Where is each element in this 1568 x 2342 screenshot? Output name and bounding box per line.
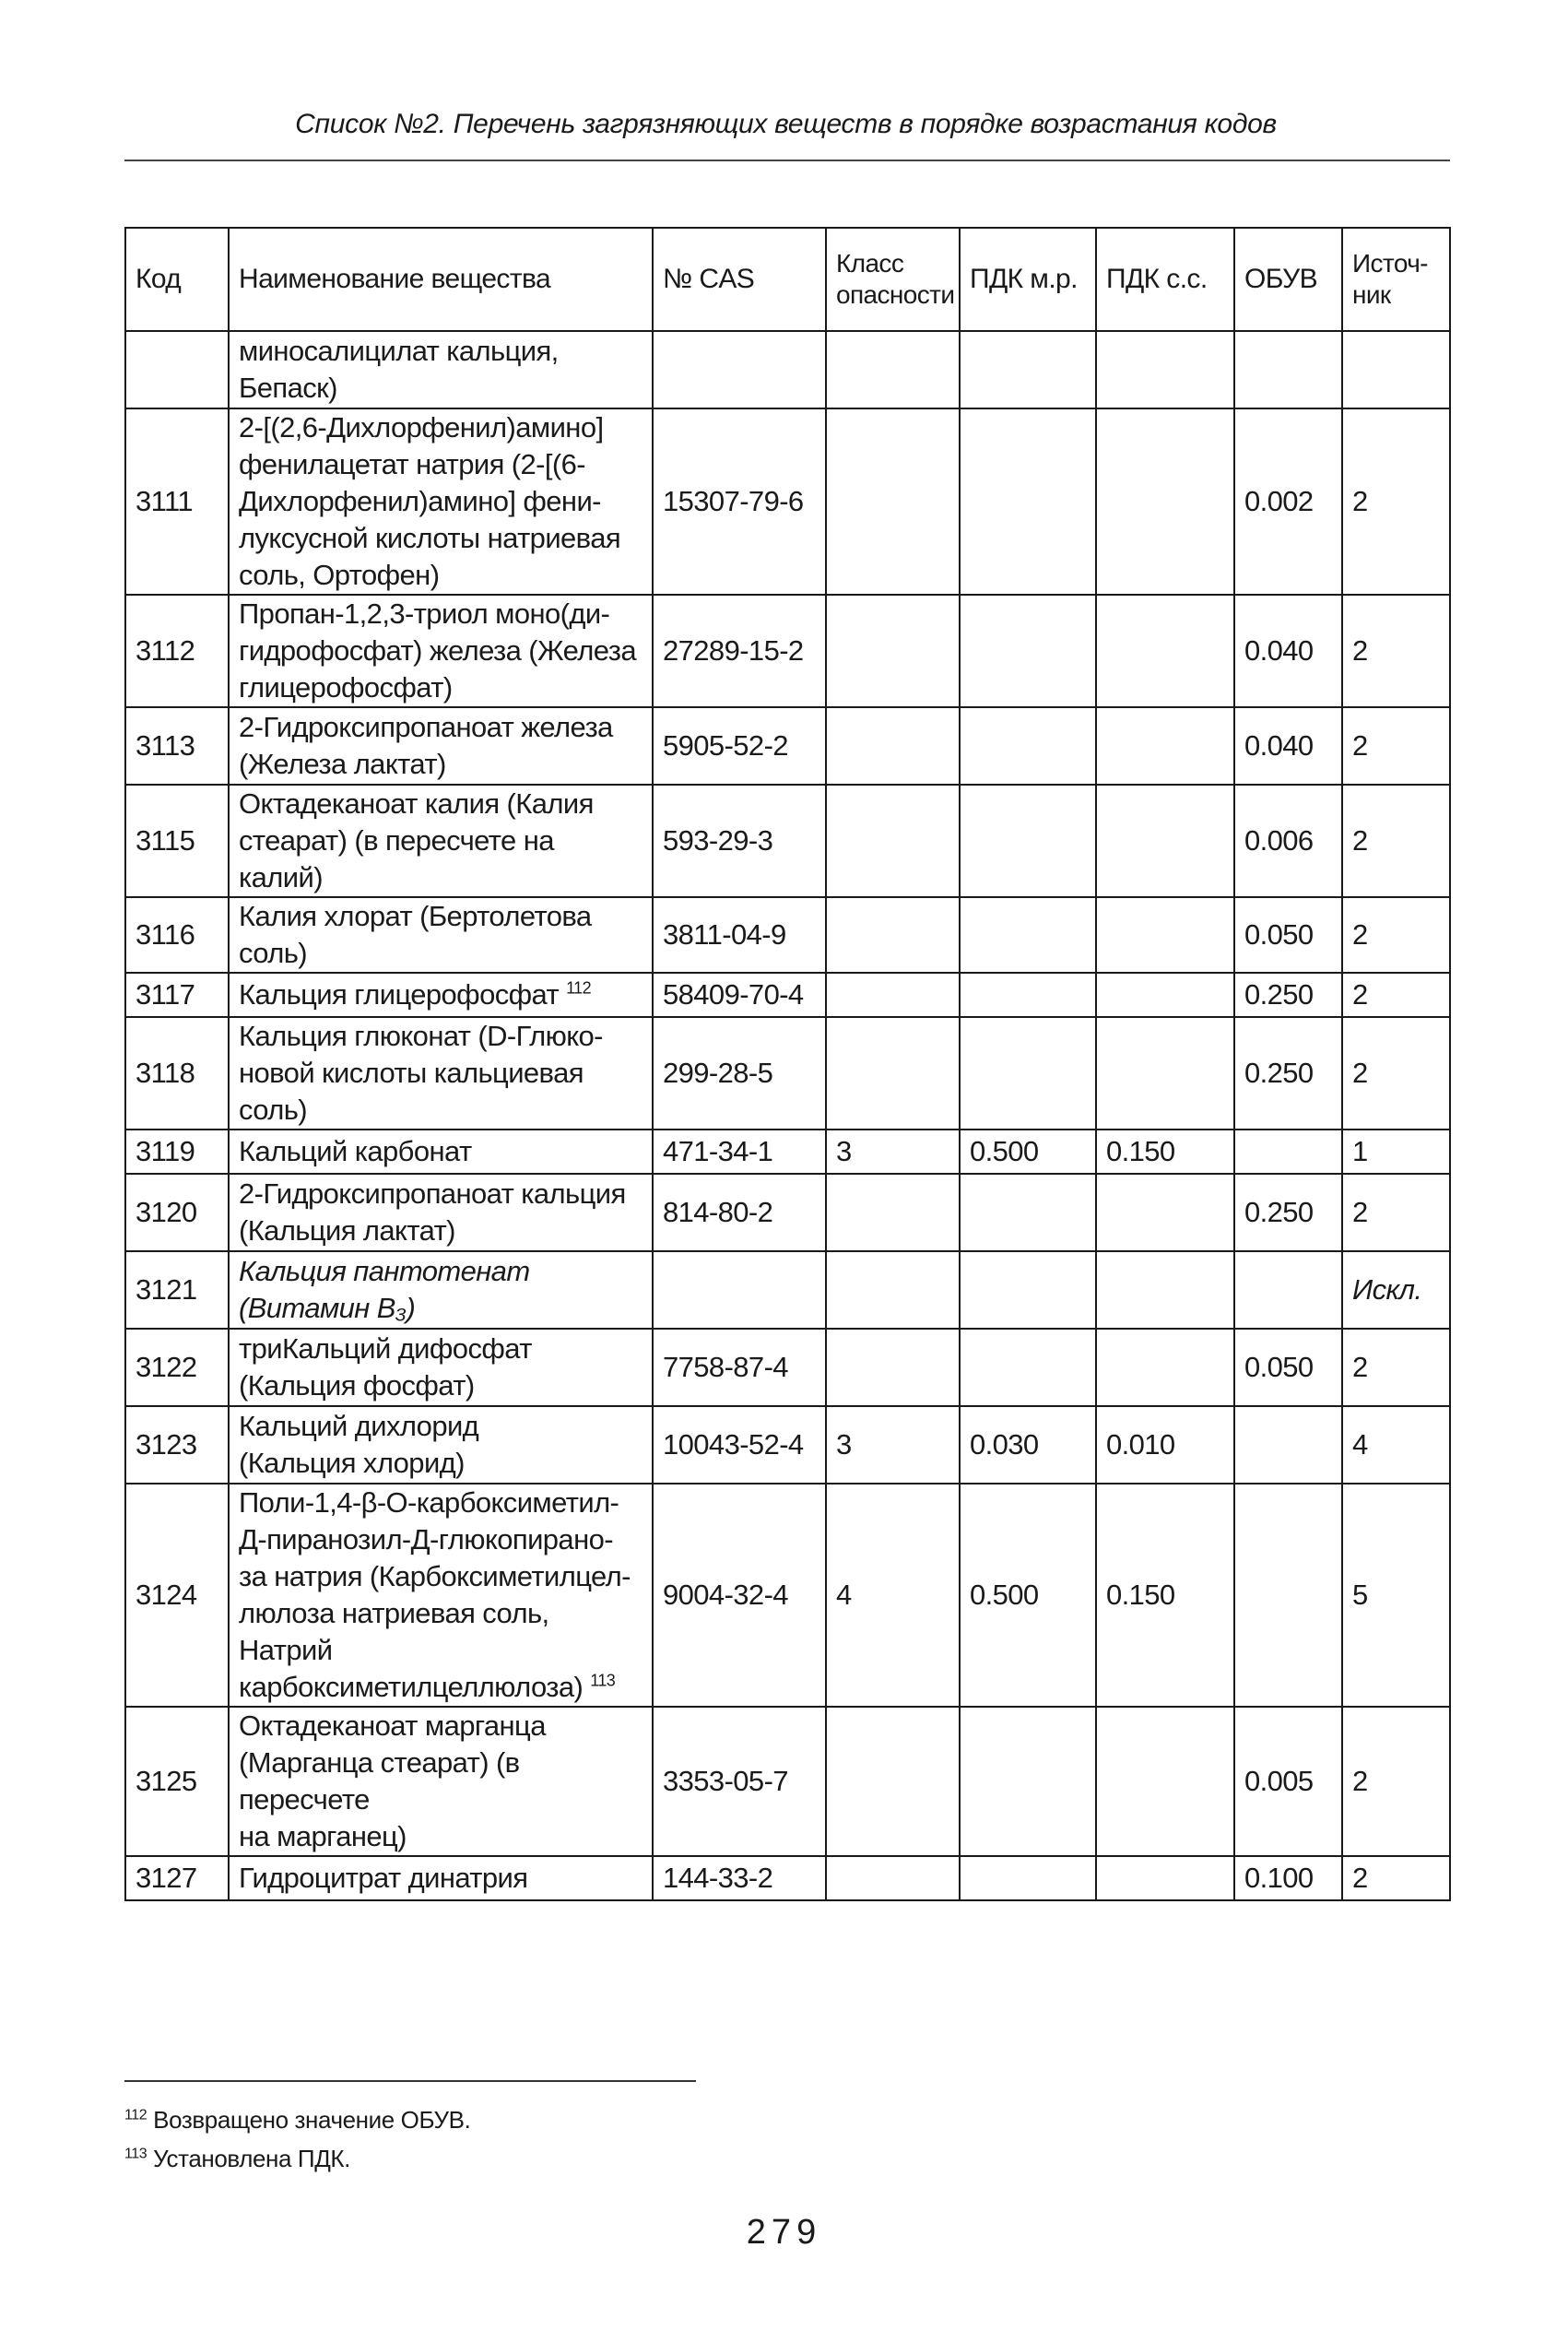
- cell-code: 3117: [125, 973, 229, 1017]
- table-row: [125, 1484, 1450, 1707]
- table-row: [125, 1406, 1450, 1484]
- name-line: (Витамин B₃): [239, 1292, 416, 1324]
- name-line: триКальций дифосфат: [239, 1332, 532, 1365]
- cell-code: 3112: [125, 595, 229, 707]
- footnote-text: Установлена ПДК.: [153, 2145, 350, 2172]
- cell-cas: [653, 331, 826, 408]
- name-line: 2-Гидроксипропаноат железа: [239, 711, 613, 743]
- cell-code: 3115: [125, 785, 229, 897]
- cell-hazard: [826, 1329, 960, 1406]
- cell-name: [229, 1856, 653, 1900]
- name-line: Кальция глицерофосфат: [239, 978, 560, 1011]
- cell-name: [229, 595, 653, 707]
- cell-pdk-ss: [1096, 595, 1234, 707]
- footnote-ref: 112: [566, 978, 592, 998]
- cell-pdk-ss: 0.010: [1096, 1406, 1234, 1484]
- cell-pdk-mr: [960, 1856, 1096, 1900]
- cell-cas: 471-34-1: [653, 1130, 826, 1174]
- cell-pdk-mr: [960, 1017, 1096, 1130]
- cell-cas: 814-80-2: [653, 1174, 826, 1251]
- cell-hazard: [826, 1174, 960, 1251]
- cell-pdk-mr: [960, 785, 1096, 897]
- footnote: [124, 2100, 470, 2139]
- cell-cas: 9004-32-4: [653, 1484, 826, 1707]
- cell-cas: 10043-52-4: [653, 1406, 826, 1484]
- cell-hazard: [826, 1251, 960, 1329]
- cell-obuv: [1234, 1406, 1342, 1484]
- name-line: (Кальция хлорид): [239, 1447, 465, 1479]
- cell-name: [229, 408, 653, 595]
- col-header-pdk-mr: ПДК м.р.: [960, 228, 1096, 331]
- table-row: [125, 1856, 1450, 1900]
- name-line: Д-пиранозил-Д-глюкопирано-: [239, 1523, 613, 1555]
- cell-pdk-ss: [1096, 331, 1234, 408]
- cell-pdk-mr: 0.030: [960, 1406, 1096, 1484]
- table-row: [125, 707, 1450, 785]
- name-line: 2-[(2,6-Дихлорфенил)амино]: [239, 411, 604, 444]
- cell-pdk-ss: 0.150: [1096, 1130, 1234, 1174]
- cell-hazard: [826, 1017, 960, 1130]
- cell-pdk-ss: [1096, 1856, 1234, 1900]
- header-rule: [124, 160, 1450, 161]
- cell-obuv: [1234, 331, 1342, 408]
- cell-pdk-ss: [1096, 785, 1234, 897]
- cell-name: [229, 1017, 653, 1130]
- name-line: Пропан-1,2,3-триол моно(ди-: [239, 597, 610, 630]
- cell-cas: 27289-15-2: [653, 595, 826, 707]
- cell-pdk-ss: [1096, 1707, 1234, 1856]
- cell-name: [229, 1174, 653, 1251]
- cell-obuv: 0.040: [1234, 595, 1342, 707]
- cell-pdk-mr: [960, 1329, 1096, 1406]
- table-header-row: [125, 228, 1450, 331]
- cell-pdk-mr: 0.500: [960, 1130, 1096, 1174]
- cell-source: 2: [1342, 897, 1450, 973]
- name-line: стеарат) (в пересчете на калий): [239, 824, 554, 893]
- table-row: [125, 1707, 1450, 1856]
- footnote-mark: 113: [124, 2146, 147, 2162]
- name-line: (Кальция фосфат): [239, 1369, 475, 1402]
- cell-pdk-ss: [1096, 1174, 1234, 1251]
- cell-cas: 58409-70-4: [653, 973, 826, 1017]
- col-header-source: [1342, 228, 1450, 331]
- cell-source: 2: [1342, 1707, 1450, 1856]
- name-line: Поли-1,4-β-О-карбоксиметил-: [239, 1486, 619, 1519]
- cell-obuv: 0.250: [1234, 1174, 1342, 1251]
- table-row: [125, 595, 1450, 707]
- table-row: [125, 785, 1450, 897]
- cell-code: 3118: [125, 1017, 229, 1130]
- name-line: луксусной кислоты натриевая: [239, 522, 621, 554]
- footnote-ref: 113: [590, 1671, 616, 1690]
- cell-code: 3111: [125, 408, 229, 595]
- cell-code: 3123: [125, 1406, 229, 1484]
- table-row: [125, 1130, 1450, 1174]
- cell-pdk-ss: [1096, 1017, 1234, 1130]
- cell-name: [229, 1329, 653, 1406]
- name-line: 2-Гидроксипропаноат кальция: [239, 1177, 626, 1210]
- cell-obuv: 0.050: [1234, 897, 1342, 973]
- cell-pdk-ss: [1096, 408, 1234, 595]
- cell-obuv: [1234, 1130, 1342, 1174]
- cell-pdk-mr: [960, 331, 1096, 408]
- table-row: [125, 1251, 1450, 1329]
- cell-name: [229, 973, 653, 1017]
- cell-code: 3127: [125, 1856, 229, 1900]
- col-header-cas: № CAS: [653, 228, 826, 331]
- cell-pdk-mr: 0.500: [960, 1484, 1096, 1707]
- cell-pdk-ss: [1096, 897, 1234, 973]
- footnotes: [124, 2100, 470, 2178]
- name-line: на марганец): [239, 1820, 407, 1852]
- cell-hazard: [826, 973, 960, 1017]
- cell-code: 3121: [125, 1251, 229, 1329]
- cell-code: [125, 331, 229, 408]
- cell-source: 2: [1342, 973, 1450, 1017]
- name-line: Гидроцитрат динатрия: [239, 1862, 528, 1894]
- cell-source: [1342, 331, 1450, 408]
- name-line: Кальций карбонат: [239, 1135, 472, 1167]
- cell-pdk-mr: [960, 408, 1096, 595]
- cell-cas: 299-28-5: [653, 1017, 826, 1130]
- name-line: миносалицилат кальция,: [239, 335, 559, 367]
- name-line: Калия хлорат (Бертолетова соль): [239, 900, 592, 969]
- table-row: [125, 408, 1450, 595]
- col-header-hazard: [826, 228, 960, 331]
- cell-pdk-mr: [960, 1707, 1096, 1856]
- cell-hazard: [826, 595, 960, 707]
- name-line: Бепаск): [239, 372, 337, 404]
- cell-cas: 7758-87-4: [653, 1329, 826, 1406]
- table-row: [125, 897, 1450, 973]
- cell-obuv: 0.100: [1234, 1856, 1342, 1900]
- name-line: (Марганца стеарат) (в пересчете: [239, 1746, 520, 1816]
- name-line: люлоза натриевая соль, Натрий: [239, 1597, 549, 1666]
- name-line: новой кислоты кальциевая соль): [239, 1057, 584, 1126]
- cell-pdk-ss: [1096, 1329, 1234, 1406]
- cell-hazard: 3: [826, 1406, 960, 1484]
- cell-pdk-ss: 0.150: [1096, 1484, 1234, 1707]
- cell-hazard: [826, 1856, 960, 1900]
- cell-cas: 15307-79-6: [653, 408, 826, 595]
- substances-table: [124, 227, 1451, 1901]
- cell-hazard: [826, 707, 960, 785]
- cell-obuv: 0.002: [1234, 408, 1342, 595]
- cell-cas: 3353-05-7: [653, 1707, 826, 1856]
- name-line: Кальция глюконат (D-Глюко-: [239, 1020, 603, 1052]
- name-line: (Кальция лактат): [239, 1214, 455, 1247]
- col-header-hazard-line1: Класс: [836, 249, 904, 278]
- cell-pdk-mr: [960, 595, 1096, 707]
- name-line: фенилацетат натрия (2-[(6-: [239, 448, 585, 480]
- cell-source: 2: [1342, 1017, 1450, 1130]
- table-row: [125, 1174, 1450, 1251]
- cell-name: [229, 1406, 653, 1484]
- cell-pdk-ss: [1096, 707, 1234, 785]
- col-header-hazard-line2: опасности: [836, 280, 955, 309]
- cell-name: [229, 707, 653, 785]
- footnote-text: Возвращено значение ОБУВ.: [153, 2106, 471, 2134]
- name-line: соль, Ортофен): [239, 559, 440, 591]
- cell-name: [229, 1484, 653, 1707]
- cell-source: 2: [1342, 1174, 1450, 1251]
- cell-name: [229, 785, 653, 897]
- cell-pdk-ss: [1096, 1251, 1234, 1329]
- cell-cas: 593-29-3: [653, 785, 826, 897]
- cell-code: 3125: [125, 1707, 229, 1856]
- cell-cas: [653, 1251, 826, 1329]
- cell-hazard: 3: [826, 1130, 960, 1174]
- cell-obuv: 0.250: [1234, 973, 1342, 1017]
- cell-hazard: [826, 897, 960, 973]
- cell-hazard: [826, 1707, 960, 1856]
- cell-source: Искл.: [1342, 1251, 1450, 1329]
- cell-code: 3122: [125, 1329, 229, 1406]
- cell-pdk-mr: [960, 707, 1096, 785]
- col-header-obuv: ОБУВ: [1234, 228, 1342, 331]
- name-line: за натрия (Карбоксиметилцел-: [239, 1560, 631, 1592]
- table-row: [125, 1017, 1450, 1130]
- cell-obuv: 0.040: [1234, 707, 1342, 785]
- cell-obuv: [1234, 1251, 1342, 1329]
- cell-pdk-mr: [960, 1251, 1096, 1329]
- cell-name: [229, 1707, 653, 1856]
- cell-pdk-ss: [1096, 973, 1234, 1017]
- cell-cas: 5905-52-2: [653, 707, 826, 785]
- name-line: карбоксиметилцеллюлоза): [239, 1671, 584, 1703]
- cell-name: [229, 1251, 653, 1329]
- name-line: Октадеканоат калия (Калия: [239, 787, 594, 820]
- running-head: Список №2. Перечень загрязняющих веществ в порядке возрастания кодов: [295, 109, 1277, 139]
- cell-pdk-mr: [960, 973, 1096, 1017]
- name-line: глицерофосфат): [239, 671, 453, 704]
- name-line: Дихлорфенил)амино] фени-: [239, 485, 601, 517]
- name-line: Кальций дихлорид: [239, 1410, 479, 1442]
- footnote-rule: [124, 2080, 696, 2082]
- cell-obuv: [1234, 1484, 1342, 1707]
- cell-obuv: 0.250: [1234, 1017, 1342, 1130]
- cell-name: [229, 897, 653, 973]
- cell-source: 2: [1342, 408, 1450, 595]
- page-number: 279: [746, 2213, 822, 2252]
- name-line: (Железа лактат): [239, 748, 446, 780]
- cell-source: 1: [1342, 1130, 1450, 1174]
- cell-code: 3124: [125, 1484, 229, 1707]
- cell-hazard: [826, 408, 960, 595]
- cell-code: 3116: [125, 897, 229, 973]
- cell-source: 2: [1342, 785, 1450, 897]
- cell-source: 2: [1342, 595, 1450, 707]
- name-line: гидрофосфат) железа (Железа: [239, 634, 636, 667]
- footnote-mark: 112: [124, 2107, 147, 2123]
- table-row: [125, 973, 1450, 1017]
- cell-obuv: 0.005: [1234, 1707, 1342, 1856]
- cell-name: [229, 331, 653, 408]
- cell-hazard: [826, 331, 960, 408]
- name-line: Октадеканоат марганца: [239, 1709, 546, 1742]
- cell-source: 2: [1342, 1856, 1450, 1900]
- cell-pdk-mr: [960, 897, 1096, 973]
- col-header-source-line2: ник: [1352, 280, 1391, 309]
- cell-source: 5: [1342, 1484, 1450, 1707]
- cell-source: 2: [1342, 707, 1450, 785]
- col-header-code: Код: [125, 228, 229, 331]
- cell-obuv: 0.050: [1234, 1329, 1342, 1406]
- cell-obuv: 0.006: [1234, 785, 1342, 897]
- col-header-pdk-ss: ПДК с.с.: [1096, 228, 1234, 331]
- col-header-source-line1: Источ-: [1352, 249, 1428, 278]
- cell-pdk-mr: [960, 1174, 1096, 1251]
- cell-cas: 3811-04-9: [653, 897, 826, 973]
- table-row: [125, 331, 1450, 408]
- cell-source: 2: [1342, 1329, 1450, 1406]
- cell-cas: 144-33-2: [653, 1856, 826, 1900]
- cell-source: 4: [1342, 1406, 1450, 1484]
- cell-hazard: 4: [826, 1484, 960, 1707]
- cell-code: 3120: [125, 1174, 229, 1251]
- col-header-name: Наименование вещества: [229, 228, 653, 331]
- cell-code: 3113: [125, 707, 229, 785]
- cell-code: 3119: [125, 1130, 229, 1174]
- footnote: [124, 2139, 470, 2178]
- name-line: Кальция пантотенат: [239, 1255, 530, 1287]
- table-body: [125, 331, 1450, 1900]
- table-row: [125, 1329, 1450, 1406]
- cell-name: [229, 1130, 653, 1174]
- cell-hazard: [826, 785, 960, 897]
